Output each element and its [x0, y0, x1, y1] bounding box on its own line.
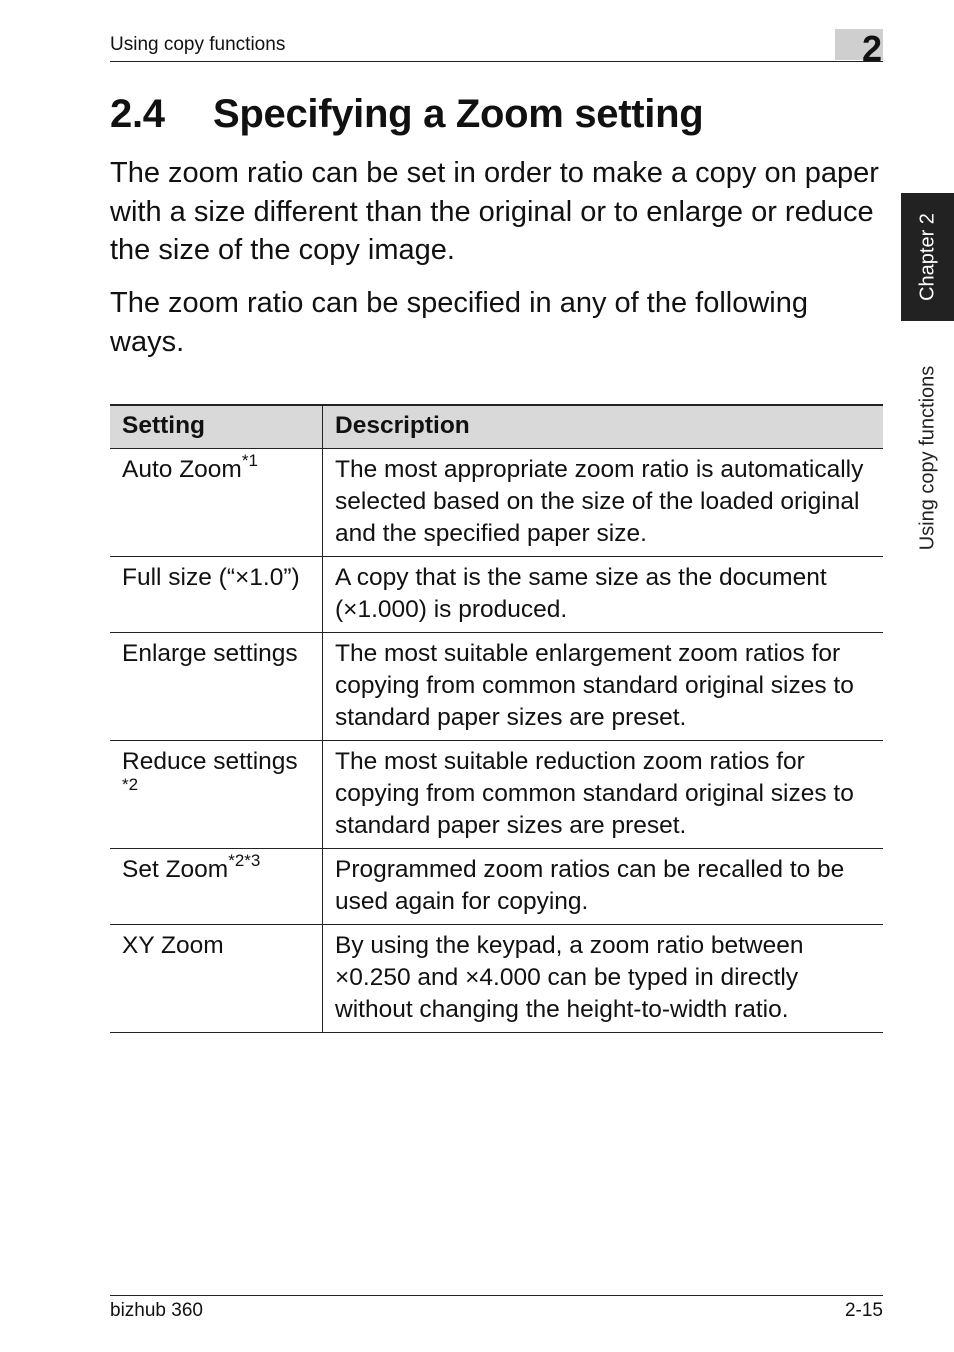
chapter-side-label: Chapter 2 — [916, 213, 938, 301]
description-cell: The most suitable enlargement zoom ratios for copying from common standard original sizes to standard paper sizes are preset. — [323, 633, 884, 741]
setting-name: Reduce settings — [122, 748, 298, 775]
description-cell: By using the keypad, a zoom ratio between ×0.250 and ×4.000 can be typed in directly without changing the height-to-width ratio. — [323, 925, 884, 1033]
section-title — [110, 92, 703, 137]
header-description: Description — [323, 405, 884, 449]
table-row — [110, 925, 883, 1033]
table-row — [110, 557, 883, 633]
intro-paragraph-2: The zoom ratio can be specified in any of the following ways. — [110, 287, 809, 358]
setting-cell — [110, 925, 323, 1033]
setting-name: Full size (“×1.0”) — [122, 564, 300, 591]
zoom-settings-table — [110, 404, 883, 1033]
description-cell: A copy that is the same size as the document (×1.000) is produced. — [323, 557, 884, 633]
footnote-mark: *2*3 — [228, 851, 261, 870]
intro-paragraph-1: The zoom ratio can be set in order to make a copy on paper with a size different than the original or to enlarge or reduce the size of the copy image. — [110, 157, 879, 266]
setting-name: Set Zoom — [122, 856, 229, 883]
table-row — [110, 741, 883, 849]
setting-cell — [110, 557, 323, 633]
footnote-mark: *2 — [122, 775, 139, 794]
section-side-label-box — [901, 345, 954, 570]
footer-rule — [110, 1295, 883, 1296]
table-header-row — [110, 405, 883, 449]
setting-name: Enlarge settings — [122, 640, 298, 667]
header-setting: Setting — [110, 405, 323, 449]
footnote-mark: *1 — [241, 451, 258, 470]
section-heading: Specifying a Zoom setting — [213, 92, 704, 136]
running-header: Using copy functions — [110, 34, 286, 55]
chapter-number-box: 2 — [835, 29, 883, 60]
footer-product: bizhub 360 — [110, 1300, 203, 1321]
table-row — [110, 633, 883, 741]
setting-name: Auto Zoom — [122, 456, 242, 483]
table-row — [110, 449, 883, 557]
header-rule — [110, 61, 883, 62]
setting-cell — [110, 741, 323, 849]
section-side-label: Using copy functions — [916, 365, 938, 550]
description-cell: The most appropriate zoom ratio is automatically selected based on the size of the loaded original and the specified paper size. — [323, 449, 884, 557]
description-cell: Programmed zoom ratios can be recalled to be used again for copying. — [323, 849, 884, 925]
setting-cell — [110, 633, 323, 741]
setting-cell — [110, 849, 323, 925]
footer-page-number: 2-15 — [844, 1300, 883, 1321]
setting-cell — [110, 449, 323, 557]
table-row — [110, 849, 883, 925]
section-number: 2.4 — [110, 92, 165, 136]
setting-name: XY Zoom — [122, 932, 224, 959]
description-cell: The most suitable reduction zoom ratios for copying from common standard original sizes to standard paper sizes are preset. — [323, 741, 884, 849]
chapter-side-tab — [901, 193, 954, 321]
